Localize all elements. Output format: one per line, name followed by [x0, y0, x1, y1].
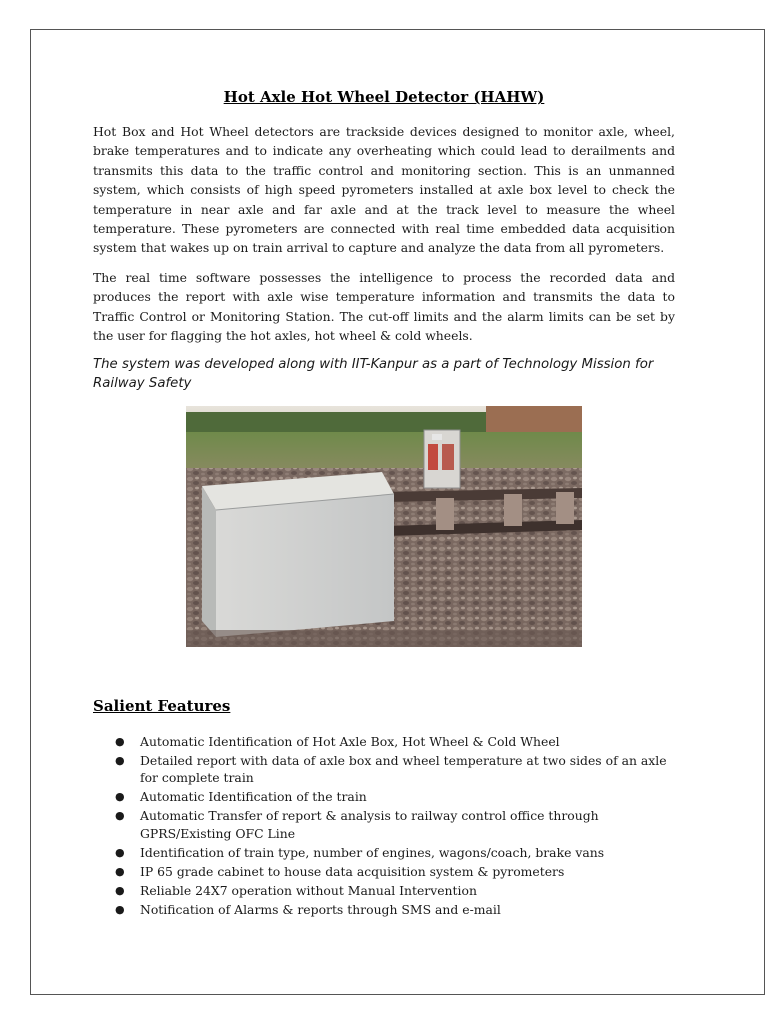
trackside-detector-photo — [186, 406, 582, 647]
development-note: The system was developed along with IIT-Kanpur as a part of Technology Mission for Railway Safety — [93, 357, 654, 391]
bullet-icon: ● — [115, 845, 125, 859]
intro-paragraph: Hot Box and Hot Wheel detectors are trackside devices designed to monitor axle, wheel, brake temperatures and to indicate any overheating which could lead to derailments and transmits this data to the traffic control and monitoring section. This is an unmanned system, which consists of high speed pyrometers installed at axle box level to check the temperature in near axle and far axle and at the track level to measure the wheel temperature. These pyrometers are connected with real time embedded data acquisition system that wakes up on train arrival to capture and analyze the data from all pyrometers. — [93, 124, 675, 256]
bullet-icon: ● — [115, 754, 125, 767]
feature-item: ● Automatic Transfer of report & analysis to railway control office through GPRS/Existing OFC Line — [115, 808, 599, 841]
feature-item: ● Identification of train type, number of engines, wagons/coach, brake vans — [115, 844, 605, 860]
bullet-icon: ● — [115, 902, 125, 916]
feature-item: ● Detailed report with data of axle box and wheel temperature at two sides of an axle for complete train — [115, 753, 667, 786]
features-heading: Salient Features — [93, 697, 231, 715]
document-title: Hot Axle Hot Wheel Detector (HAHW) — [223, 88, 545, 106]
feature-item: ● IP 65 grade cabinet to house data acquisition system & pyrometers — [115, 863, 565, 879]
bullet-icon: ● — [115, 735, 125, 748]
bullet-icon: ● — [115, 790, 125, 804]
features-list — [111, 733, 671, 920]
software-paragraph: The real time software possesses the intelligence to process the recorded data and produces the report with axle wise temperature information and transmits the data to Traffic Control or Monitoring Station. The cut-off limits and the alarm limits can be set by the user for flagging the hot axles, hot wheel & cold wheels. — [93, 270, 675, 344]
feature-item: ● Reliable 24X7 operation without Manual Intervention — [115, 882, 477, 898]
feature-item: ● Automatic Identification of Hot Axle Box, Hot Wheel & Cold Wheel — [115, 734, 560, 749]
bullet-icon: ● — [115, 883, 125, 897]
feature-item: ● Notification of Alarms & reports through SMS and e-mail — [115, 901, 501, 917]
bullet-icon: ● — [115, 809, 125, 823]
feature-item: ● Automatic Identification of the train — [115, 789, 367, 805]
bullet-icon: ● — [115, 864, 125, 878]
